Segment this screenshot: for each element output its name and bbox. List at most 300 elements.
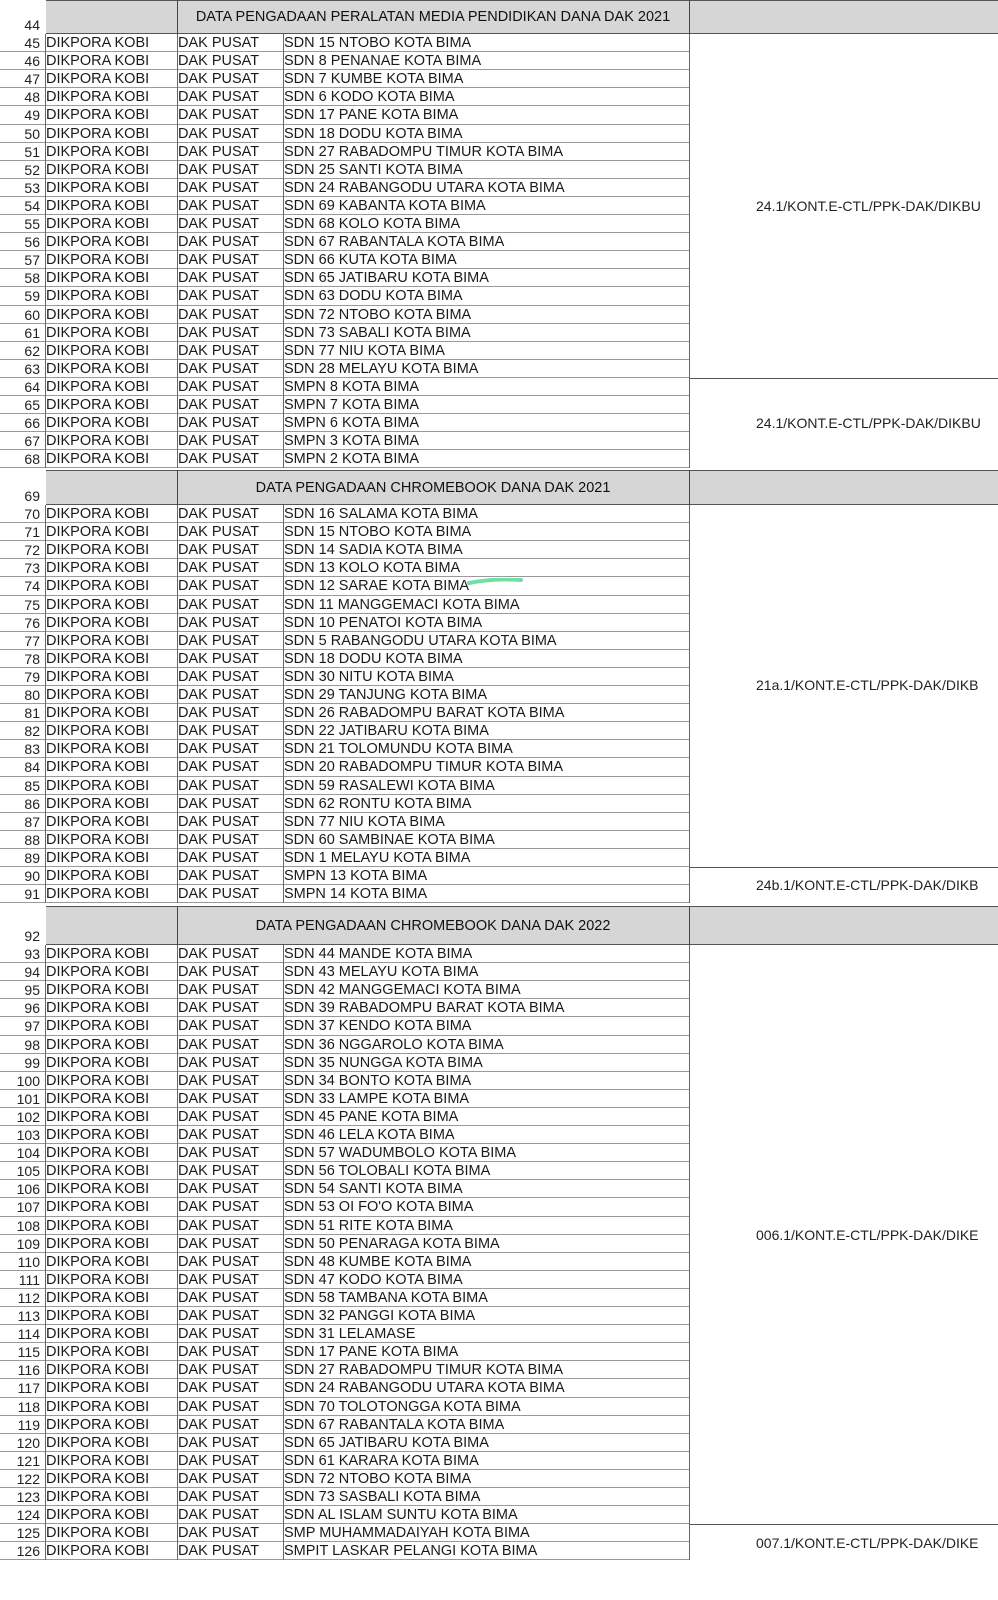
- row-number[interactable]: 79: [24, 668, 40, 685]
- school-name-cell[interactable]: SDN 62 RONTU KOTA BIMA: [284, 795, 472, 812]
- agency-cell[interactable]: DIKPORA KOBI: [46, 560, 150, 577]
- row-number[interactable]: 84: [24, 759, 40, 776]
- funding-source-cell[interactable]: DAK PUSAT: [178, 161, 260, 178]
- funding-source-cell[interactable]: DAK PUSAT: [178, 524, 260, 541]
- funding-source-cell[interactable]: DAK PUSAT: [178, 596, 260, 613]
- funding-source-cell[interactable]: DAK PUSAT: [178, 1362, 260, 1379]
- agency-cell[interactable]: DIKPORA KOBI: [46, 578, 150, 595]
- row-number[interactable]: 91: [24, 886, 40, 903]
- school-name-cell[interactable]: SDN 27 RABADOMPU TIMUR KOTA BIMA: [284, 143, 564, 160]
- row-number[interactable]: 86: [24, 795, 40, 812]
- funding-source-cell[interactable]: DAK PUSAT: [178, 288, 260, 305]
- school-name-cell[interactable]: SMPN 6 KOTA BIMA: [284, 415, 420, 432]
- row-number[interactable]: 45: [24, 35, 40, 51]
- funding-source-cell[interactable]: DAK PUSAT: [178, 849, 260, 866]
- agency-cell[interactable]: DIKPORA KOBI: [46, 831, 150, 848]
- row-number[interactable]: 49: [24, 107, 40, 124]
- agency-cell[interactable]: DIKPORA KOBI: [46, 1271, 150, 1288]
- school-name-cell[interactable]: SDN 50 PENARAGA KOTA BIMA: [284, 1235, 500, 1252]
- agency-cell[interactable]: DIKPORA KOBI: [46, 946, 150, 962]
- row-number[interactable]: 67: [24, 433, 40, 450]
- row-number[interactable]: 60: [24, 306, 40, 323]
- funding-source-cell[interactable]: DAK PUSAT: [178, 964, 260, 981]
- agency-cell[interactable]: DIKPORA KOBI: [46, 964, 150, 981]
- row-number[interactable]: 48: [24, 89, 40, 106]
- agency-cell[interactable]: DIKPORA KOBI: [46, 1253, 150, 1270]
- agency-cell[interactable]: DIKPORA KOBI: [46, 1470, 150, 1487]
- funding-source-cell[interactable]: DAK PUSAT: [178, 71, 260, 88]
- funding-source-cell[interactable]: DAK PUSAT: [178, 1090, 260, 1107]
- school-name-cell[interactable]: SDN 60 SAMBINAE KOTA BIMA: [284, 831, 495, 848]
- funding-source-cell[interactable]: DAK PUSAT: [178, 813, 260, 830]
- agency-cell[interactable]: DIKPORA KOBI: [46, 1181, 150, 1198]
- contract-reference-cell[interactable]: 24b.1/KONT.E-CTL/PPK-DAK/DIKB: [756, 877, 979, 893]
- row-number[interactable]: 54: [24, 197, 40, 214]
- funding-source-cell[interactable]: DAK PUSAT: [178, 1181, 260, 1198]
- row-number[interactable]: 121: [16, 1452, 40, 1469]
- funding-source-cell[interactable]: DAK PUSAT: [178, 433, 260, 450]
- funding-source-cell[interactable]: DAK PUSAT: [178, 542, 260, 559]
- agency-cell[interactable]: DIKPORA KOBI: [46, 378, 150, 395]
- row-number[interactable]: 71: [24, 524, 40, 541]
- funding-source-cell[interactable]: DAK PUSAT: [178, 868, 260, 884]
- school-name-cell[interactable]: SDN 45 PANE KOTA BIMA: [284, 1108, 459, 1125]
- agency-cell[interactable]: DIKPORA KOBI: [46, 415, 150, 432]
- school-name-cell[interactable]: SDN 68 KOLO KOTA BIMA: [284, 216, 461, 232]
- row-number[interactable]: 53: [24, 179, 40, 196]
- school-name-cell[interactable]: SDN 34 BONTO KOTA BIMA: [284, 1072, 472, 1089]
- row-number[interactable]: 103: [16, 1127, 40, 1143]
- agency-cell[interactable]: DIKPORA KOBI: [46, 1235, 150, 1252]
- row-number[interactable]: 83: [24, 741, 40, 758]
- school-name-cell[interactable]: SMPN 14 KOTA BIMA: [284, 886, 428, 903]
- agency-cell[interactable]: DIKPORA KOBI: [46, 125, 150, 142]
- row-number[interactable]: 109: [16, 1235, 40, 1252]
- school-name-cell[interactable]: SDN 26 RABADOMPU BARAT KOTA BIMA: [284, 705, 565, 722]
- funding-source-cell[interactable]: DAK PUSAT: [178, 451, 260, 468]
- row-number[interactable]: 96: [24, 1000, 40, 1017]
- agency-cell[interactable]: DIKPORA KOBI: [46, 342, 150, 359]
- agency-cell[interactable]: DIKPORA KOBI: [46, 1090, 150, 1107]
- funding-source-cell[interactable]: DAK PUSAT: [178, 324, 260, 341]
- school-name-cell[interactable]: SDN 29 TANJUNG KOTA BIMA: [284, 687, 488, 703]
- row-number[interactable]: 76: [24, 614, 40, 631]
- agency-cell[interactable]: DIKPORA KOBI: [46, 451, 150, 468]
- row-number[interactable]: 116: [17, 1362, 40, 1379]
- school-name-cell[interactable]: SDN 63 DODU KOTA BIMA: [284, 288, 463, 305]
- agency-cell[interactable]: DIKPORA KOBI: [46, 1380, 150, 1397]
- row-number[interactable]: 108: [16, 1217, 40, 1234]
- row-number[interactable]: 88: [24, 831, 40, 848]
- funding-source-cell[interactable]: DAK PUSAT: [178, 668, 260, 685]
- row-number[interactable]: 74: [24, 578, 40, 595]
- funding-source-cell[interactable]: DAK PUSAT: [178, 1398, 260, 1415]
- funding-source-cell[interactable]: DAK PUSAT: [178, 982, 260, 999]
- row-number[interactable]: 94: [24, 964, 40, 981]
- agency-cell[interactable]: DIKPORA KOBI: [46, 324, 150, 341]
- school-name-cell[interactable]: SDN 18 DODU KOTA BIMA: [284, 650, 463, 667]
- row-number[interactable]: 80: [24, 687, 40, 703]
- row-number[interactable]: 85: [24, 777, 40, 794]
- funding-source-cell[interactable]: DAK PUSAT: [178, 1108, 260, 1125]
- funding-source-cell[interactable]: DAK PUSAT: [178, 306, 260, 323]
- funding-source-cell[interactable]: DAK PUSAT: [178, 795, 260, 812]
- row-number[interactable]: 56: [24, 234, 40, 251]
- row-number[interactable]: 120: [16, 1434, 40, 1451]
- funding-source-cell[interactable]: DAK PUSAT: [178, 1235, 260, 1252]
- agency-cell[interactable]: DIKPORA KOBI: [46, 1108, 150, 1125]
- row-number[interactable]: 98: [24, 1036, 40, 1053]
- school-name-cell[interactable]: SDN 47 KODO KOTA BIMA: [284, 1271, 463, 1288]
- agency-cell[interactable]: DIKPORA KOBI: [46, 705, 150, 722]
- agency-cell[interactable]: DIKPORA KOBI: [46, 1326, 150, 1343]
- agency-cell[interactable]: DIKPORA KOBI: [46, 1163, 150, 1180]
- funding-source-cell[interactable]: DAK PUSAT: [178, 1289, 260, 1306]
- agency-cell[interactable]: DIKPORA KOBI: [46, 35, 150, 51]
- row-number[interactable]: 63: [24, 360, 40, 377]
- agency-cell[interactable]: DIKPORA KOBI: [46, 433, 150, 450]
- agency-cell[interactable]: DIKPORA KOBI: [46, 1543, 150, 1560]
- funding-source-cell[interactable]: DAK PUSAT: [178, 125, 260, 142]
- school-name-cell[interactable]: SDN 24 RABANGODU UTARA KOTA BIMA: [284, 1380, 565, 1397]
- school-name-cell[interactable]: SDN 51 RITE KOTA BIMA: [284, 1217, 453, 1234]
- row-number[interactable]: 57: [24, 252, 40, 269]
- row-number[interactable]: 112: [17, 1289, 40, 1306]
- row-number[interactable]: 51: [24, 143, 40, 160]
- school-name-cell[interactable]: SDN 20 RABADOMPU TIMUR KOTA BIMA: [284, 759, 564, 776]
- school-name-cell[interactable]: SMPN 3 KOTA BIMA: [284, 433, 420, 450]
- agency-cell[interactable]: DIKPORA KOBI: [46, 1054, 150, 1071]
- funding-source-cell[interactable]: DAK PUSAT: [178, 360, 260, 377]
- school-name-cell[interactable]: SDN 25 SANTI KOTA BIMA: [284, 161, 463, 178]
- school-name-cell[interactable]: SDN 30 NITU KOTA BIMA: [284, 668, 454, 685]
- school-name-cell[interactable]: SDN 56 TOLOBALI KOTA BIMA: [284, 1163, 491, 1180]
- agency-cell[interactable]: DIKPORA KOBI: [46, 1018, 150, 1035]
- funding-source-cell[interactable]: DAK PUSAT: [178, 234, 260, 251]
- school-name-cell[interactable]: SDN 22 JATIBARU KOTA BIMA: [284, 723, 489, 740]
- school-name-cell[interactable]: SDN 73 SASBALI KOTA BIMA: [284, 1489, 481, 1505]
- agency-cell[interactable]: DIKPORA KOBI: [46, 614, 150, 631]
- row-number[interactable]: 106: [16, 1181, 40, 1198]
- row-number[interactable]: 82: [24, 723, 40, 740]
- funding-source-cell[interactable]: DAK PUSAT: [178, 197, 260, 214]
- school-name-cell[interactable]: SDN 36 NGGAROLO KOTA BIMA: [284, 1036, 504, 1053]
- school-name-cell[interactable]: SDN 54 SANTI KOTA BIMA: [284, 1181, 463, 1198]
- funding-source-cell[interactable]: DAK PUSAT: [178, 886, 260, 903]
- school-name-cell[interactable]: SDN 35 NUNGGA KOTA BIMA: [284, 1054, 483, 1071]
- agency-cell[interactable]: DIKPORA KOBI: [46, 1036, 150, 1053]
- funding-source-cell[interactable]: DAK PUSAT: [178, 1054, 260, 1071]
- agency-cell[interactable]: DIKPORA KOBI: [46, 143, 150, 160]
- funding-source-cell[interactable]: DAK PUSAT: [178, 1543, 260, 1560]
- school-name-cell[interactable]: SDN 10 PENATOI KOTA BIMA: [284, 614, 483, 631]
- school-name-cell[interactable]: SMPIT LASKAR PELANGI KOTA BIMA: [284, 1543, 538, 1560]
- funding-source-cell[interactable]: DAK PUSAT: [178, 89, 260, 106]
- row-number[interactable]: 75: [24, 596, 40, 613]
- funding-source-cell[interactable]: DAK PUSAT: [178, 143, 260, 160]
- agency-cell[interactable]: DIKPORA KOBI: [46, 596, 150, 613]
- school-name-cell[interactable]: SDN 28 MELAYU KOTA BIMA: [284, 360, 479, 377]
- agency-cell[interactable]: DIKPORA KOBI: [46, 759, 150, 776]
- agency-cell[interactable]: DIKPORA KOBI: [46, 1489, 150, 1505]
- agency-cell[interactable]: DIKPORA KOBI: [46, 506, 150, 522]
- agency-cell[interactable]: DIKPORA KOBI: [46, 1525, 150, 1542]
- school-name-cell[interactable]: SDN 44 MANDE KOTA BIMA: [284, 946, 473, 962]
- row-number[interactable]: 66: [24, 415, 40, 432]
- row-number[interactable]: 65: [24, 397, 40, 413]
- school-name-cell[interactable]: SDN 18 DODU KOTA BIMA: [284, 125, 463, 142]
- funding-source-cell[interactable]: DAK PUSAT: [178, 560, 260, 577]
- school-name-cell[interactable]: SDN 24 RABANGODU UTARA KOTA BIMA: [284, 179, 565, 196]
- school-name-cell[interactable]: SDN 8 PENANAE KOTA BIMA: [284, 53, 482, 70]
- funding-source-cell[interactable]: DAK PUSAT: [178, 252, 260, 269]
- agency-cell[interactable]: DIKPORA KOBI: [46, 687, 150, 703]
- funding-source-cell[interactable]: DAK PUSAT: [178, 415, 260, 432]
- agency-cell[interactable]: DIKPORA KOBI: [46, 1434, 150, 1451]
- agency-cell[interactable]: DIKPORA KOBI: [46, 397, 150, 413]
- funding-source-cell[interactable]: DAK PUSAT: [178, 342, 260, 359]
- school-name-cell[interactable]: SDN 21 TOLOMUNDU KOTA BIMA: [284, 741, 513, 758]
- agency-cell[interactable]: DIKPORA KOBI: [46, 777, 150, 794]
- agency-cell[interactable]: DIKPORA KOBI: [46, 360, 150, 377]
- row-number[interactable]: 89: [24, 849, 40, 866]
- agency-cell[interactable]: DIKPORA KOBI: [46, 886, 150, 903]
- row-number[interactable]: 113: [17, 1308, 40, 1324]
- row-number[interactable]: 70: [24, 506, 40, 522]
- school-name-cell[interactable]: SDN 27 RABADOMPU TIMUR KOTA BIMA: [284, 1362, 564, 1379]
- funding-source-cell[interactable]: DAK PUSAT: [178, 632, 260, 649]
- school-name-cell[interactable]: SDN 11 MANGGEMACI KOTA BIMA: [284, 596, 520, 613]
- funding-source-cell[interactable]: DAK PUSAT: [178, 53, 260, 70]
- agency-cell[interactable]: DIKPORA KOBI: [46, 1217, 150, 1234]
- funding-source-cell[interactable]: DAK PUSAT: [178, 1308, 260, 1324]
- agency-cell[interactable]: DIKPORA KOBI: [46, 288, 150, 305]
- funding-source-cell[interactable]: DAK PUSAT: [178, 397, 260, 413]
- row-number[interactable]: 87: [24, 813, 40, 830]
- funding-source-cell[interactable]: DAK PUSAT: [178, 705, 260, 722]
- school-name-cell[interactable]: SDN 67 RABANTALA KOTA BIMA: [284, 1416, 505, 1433]
- funding-source-cell[interactable]: DAK PUSAT: [178, 1199, 260, 1216]
- agency-cell[interactable]: DIKPORA KOBI: [46, 542, 150, 559]
- school-name-cell[interactable]: SDN 16 SALAMA KOTA BIMA: [284, 506, 478, 522]
- school-name-cell[interactable]: SDN 48 KUMBE KOTA BIMA: [284, 1253, 472, 1270]
- agency-cell[interactable]: DIKPORA KOBI: [46, 849, 150, 866]
- row-number[interactable]: 55: [24, 216, 40, 232]
- school-name-cell[interactable]: SDN 17 PANE KOTA BIMA: [284, 107, 459, 124]
- school-name-cell[interactable]: SDN 6 KODO KOTA BIMA: [284, 89, 455, 106]
- school-name-cell[interactable]: SDN 31 LELAMASE: [284, 1326, 416, 1343]
- school-name-cell[interactable]: SDN 65 JATIBARU KOTA BIMA: [284, 270, 489, 287]
- row-number[interactable]: 47: [24, 71, 40, 88]
- funding-source-cell[interactable]: DAK PUSAT: [178, 687, 260, 703]
- row-number[interactable]: 73: [24, 560, 40, 577]
- row-number[interactable]: 72: [24, 542, 40, 559]
- funding-source-cell[interactable]: DAK PUSAT: [178, 1163, 260, 1180]
- agency-cell[interactable]: DIKPORA KOBI: [46, 524, 150, 541]
- funding-source-cell[interactable]: DAK PUSAT: [178, 946, 260, 962]
- contract-reference-cell[interactable]: 24.1/KONT.E-CTL/PPK-DAK/DIKBU: [756, 415, 981, 431]
- agency-cell[interactable]: DIKPORA KOBI: [46, 234, 150, 251]
- row-number[interactable]: 95: [24, 982, 40, 999]
- agency-cell[interactable]: DIKPORA KOBI: [46, 71, 150, 88]
- agency-cell[interactable]: DIKPORA KOBI: [46, 813, 150, 830]
- row-number[interactable]: 99: [24, 1054, 40, 1071]
- school-name-cell[interactable]: SDN 39 RABADOMPU BARAT KOTA BIMA: [284, 1000, 565, 1017]
- agency-cell[interactable]: DIKPORA KOBI: [46, 1289, 150, 1306]
- funding-source-cell[interactable]: DAK PUSAT: [178, 759, 260, 776]
- row-number[interactable]: 52: [24, 161, 40, 178]
- row-number[interactable]: 111: [18, 1271, 40, 1288]
- funding-source-cell[interactable]: DAK PUSAT: [178, 1036, 260, 1053]
- school-name-cell[interactable]: SDN 5 RABANGODU UTARA KOTA BIMA: [284, 632, 557, 649]
- agency-cell[interactable]: DIKPORA KOBI: [46, 1199, 150, 1216]
- agency-cell[interactable]: DIKPORA KOBI: [46, 1452, 150, 1469]
- school-name-cell[interactable]: SDN 69 KABANTA KOTA BIMA: [284, 197, 486, 214]
- row-number[interactable]: 125: [16, 1525, 40, 1542]
- funding-source-cell[interactable]: DAK PUSAT: [178, 107, 260, 124]
- row-number[interactable]: 50: [24, 125, 40, 142]
- school-name-cell[interactable]: SDN 32 PANGGI KOTA BIMA: [284, 1308, 476, 1324]
- agency-cell[interactable]: DIKPORA KOBI: [46, 1127, 150, 1143]
- agency-cell[interactable]: DIKPORA KOBI: [46, 1344, 150, 1361]
- agency-cell[interactable]: DIKPORA KOBI: [46, 795, 150, 812]
- row-number[interactable]: 105: [16, 1163, 40, 1180]
- funding-source-cell[interactable]: DAK PUSAT: [178, 1072, 260, 1089]
- funding-source-cell[interactable]: DAK PUSAT: [178, 1507, 260, 1524]
- school-name-cell[interactable]: SDN 73 SABALI KOTA BIMA: [284, 324, 471, 341]
- agency-cell[interactable]: DIKPORA KOBI: [46, 161, 150, 178]
- row-number[interactable]: 58: [24, 270, 40, 287]
- funding-source-cell[interactable]: DAK PUSAT: [178, 506, 260, 522]
- agency-cell[interactable]: DIKPORA KOBI: [46, 1072, 150, 1089]
- funding-source-cell[interactable]: DAK PUSAT: [178, 1326, 260, 1343]
- school-name-cell[interactable]: SDN 17 PANE KOTA BIMA: [284, 1344, 459, 1361]
- funding-source-cell[interactable]: DAK PUSAT: [178, 1470, 260, 1487]
- school-name-cell[interactable]: SDN 66 KUTA KOTA BIMA: [284, 252, 457, 269]
- funding-source-cell[interactable]: DAK PUSAT: [178, 1253, 260, 1270]
- agency-cell[interactable]: DIKPORA KOBI: [46, 1398, 150, 1415]
- agency-cell[interactable]: DIKPORA KOBI: [46, 982, 150, 999]
- school-name-cell[interactable]: SDN 61 KARARA KOTA BIMA: [284, 1452, 479, 1469]
- row-number[interactable]: 61: [24, 324, 40, 341]
- school-name-cell[interactable]: SDN 13 KOLO KOTA BIMA: [284, 560, 461, 577]
- row-number[interactable]: 114: [17, 1326, 40, 1343]
- funding-source-cell[interactable]: DAK PUSAT: [178, 378, 260, 395]
- row-number[interactable]: 81: [24, 705, 40, 722]
- agency-cell[interactable]: DIKPORA KOBI: [46, 868, 150, 884]
- row-number[interactable]: 124: [16, 1507, 40, 1524]
- row-number[interactable]: 93: [24, 946, 40, 962]
- funding-source-cell[interactable]: DAK PUSAT: [178, 777, 260, 794]
- funding-source-cell[interactable]: DAK PUSAT: [178, 1127, 260, 1143]
- agency-cell[interactable]: DIKPORA KOBI: [46, 53, 150, 70]
- school-name-cell[interactable]: SDN 72 NTOBO KOTA BIMA: [284, 1470, 472, 1487]
- agency-cell[interactable]: DIKPORA KOBI: [46, 216, 150, 232]
- row-number[interactable]: 126: [16, 1543, 40, 1560]
- agency-cell[interactable]: DIKPORA KOBI: [46, 179, 150, 196]
- funding-source-cell[interactable]: DAK PUSAT: [178, 35, 260, 51]
- row-number[interactable]: 117: [17, 1380, 40, 1397]
- school-name-cell[interactable]: SDN 65 JATIBARU KOTA BIMA: [284, 1434, 489, 1451]
- funding-source-cell[interactable]: DAK PUSAT: [178, 1416, 260, 1433]
- row-number[interactable]: 104: [16, 1145, 40, 1162]
- row-number[interactable]: 123: [16, 1489, 40, 1505]
- funding-source-cell[interactable]: DAK PUSAT: [178, 270, 260, 287]
- funding-source-cell[interactable]: DAK PUSAT: [178, 216, 260, 232]
- funding-source-cell[interactable]: DAK PUSAT: [178, 1452, 260, 1469]
- row-number[interactable]: 102: [16, 1108, 40, 1125]
- funding-source-cell[interactable]: DAK PUSAT: [178, 179, 260, 196]
- agency-cell[interactable]: DIKPORA KOBI: [46, 1000, 150, 1017]
- contract-reference-cell[interactable]: 007.1/KONT.E-CTL/PPK-DAK/DIKE: [756, 1535, 979, 1551]
- agency-cell[interactable]: DIKPORA KOBI: [46, 1308, 150, 1324]
- agency-cell[interactable]: DIKPORA KOBI: [46, 1507, 150, 1524]
- row-number[interactable]: 62: [24, 342, 40, 359]
- row-number[interactable]: 77: [24, 632, 40, 649]
- funding-source-cell[interactable]: DAK PUSAT: [178, 723, 260, 740]
- funding-source-cell[interactable]: DAK PUSAT: [178, 1018, 260, 1035]
- funding-source-cell[interactable]: DAK PUSAT: [178, 578, 260, 595]
- funding-source-cell[interactable]: DAK PUSAT: [178, 1217, 260, 1234]
- row-number[interactable]: 101: [16, 1090, 40, 1107]
- contract-reference-cell[interactable]: 21a.1/KONT.E-CTL/PPK-DAK/DIKB: [756, 677, 979, 693]
- row-number[interactable]: 78: [24, 650, 40, 667]
- school-name-cell[interactable]: SMPN 8 KOTA BIMA: [284, 378, 420, 395]
- agency-cell[interactable]: DIKPORA KOBI: [46, 197, 150, 214]
- agency-cell[interactable]: DIKPORA KOBI: [46, 89, 150, 106]
- agency-cell[interactable]: DIKPORA KOBI: [46, 632, 150, 649]
- row-number[interactable]: 59: [24, 288, 40, 305]
- agency-cell[interactable]: DIKPORA KOBI: [46, 1362, 150, 1379]
- row-number[interactable]: 68: [24, 451, 40, 468]
- contract-reference-cell[interactable]: 006.1/KONT.E-CTL/PPK-DAK/DIKE: [756, 1227, 979, 1243]
- agency-cell[interactable]: DIKPORA KOBI: [46, 668, 150, 685]
- funding-source-cell[interactable]: DAK PUSAT: [178, 614, 260, 631]
- school-name-cell[interactable]: SDN 46 LELA KOTA BIMA: [284, 1127, 455, 1143]
- school-name-cell[interactable]: SDN 77 NIU KOTA BIMA: [284, 813, 445, 830]
- row-number[interactable]: 119: [17, 1416, 40, 1433]
- agency-cell[interactable]: DIKPORA KOBI: [46, 650, 150, 667]
- school-name-cell[interactable]: SDN 7 KUMBE KOTA BIMA: [284, 71, 464, 88]
- row-number[interactable]: 122: [16, 1470, 40, 1487]
- funding-source-cell[interactable]: DAK PUSAT: [178, 1145, 260, 1162]
- agency-cell[interactable]: DIKPORA KOBI: [46, 107, 150, 124]
- funding-source-cell[interactable]: DAK PUSAT: [178, 1525, 260, 1542]
- funding-source-cell[interactable]: DAK PUSAT: [178, 1434, 260, 1451]
- school-name-cell[interactable]: SDN 1 MELAYU KOTA BIMA: [284, 849, 471, 866]
- school-name-cell[interactable]: SDN 57 WADUMBOLO KOTA BIMA: [284, 1145, 517, 1162]
- school-name-cell[interactable]: SDN 77 NIU KOTA BIMA: [284, 342, 445, 359]
- agency-cell[interactable]: DIKPORA KOBI: [46, 723, 150, 740]
- agency-cell[interactable]: DIKPORA KOBI: [46, 1145, 150, 1162]
- agency-cell[interactable]: DIKPORA KOBI: [46, 741, 150, 758]
- school-name-cell[interactable]: SMPN 13 KOTA BIMA: [284, 868, 428, 884]
- row-number[interactable]: 64: [24, 378, 40, 395]
- school-name-cell[interactable]: SDN AL ISLAM SUNTU KOTA BIMA: [284, 1507, 518, 1524]
- row-number[interactable]: 118: [17, 1398, 40, 1415]
- school-name-cell[interactable]: SDN 59 RASALEWI KOTA BIMA: [284, 777, 495, 794]
- funding-source-cell[interactable]: DAK PUSAT: [178, 1380, 260, 1397]
- row-number[interactable]: 107: [16, 1199, 40, 1216]
- school-name-cell[interactable]: SDN 15 NTOBO KOTA BIMA: [284, 35, 472, 51]
- school-name-cell[interactable]: SDN 42 MANGGEMACI KOTA BIMA: [284, 982, 521, 999]
- row-number[interactable]: 97: [24, 1018, 40, 1035]
- funding-source-cell[interactable]: DAK PUSAT: [178, 1271, 260, 1288]
- school-name-cell[interactable]: SDN 58 TAMBANA KOTA BIMA: [284, 1289, 488, 1306]
- school-name-cell[interactable]: SMPN 2 KOTA BIMA: [284, 451, 420, 468]
- agency-cell[interactable]: DIKPORA KOBI: [46, 270, 150, 287]
- school-name-cell[interactable]: SDN 67 RABANTALA KOTA BIMA: [284, 234, 505, 251]
